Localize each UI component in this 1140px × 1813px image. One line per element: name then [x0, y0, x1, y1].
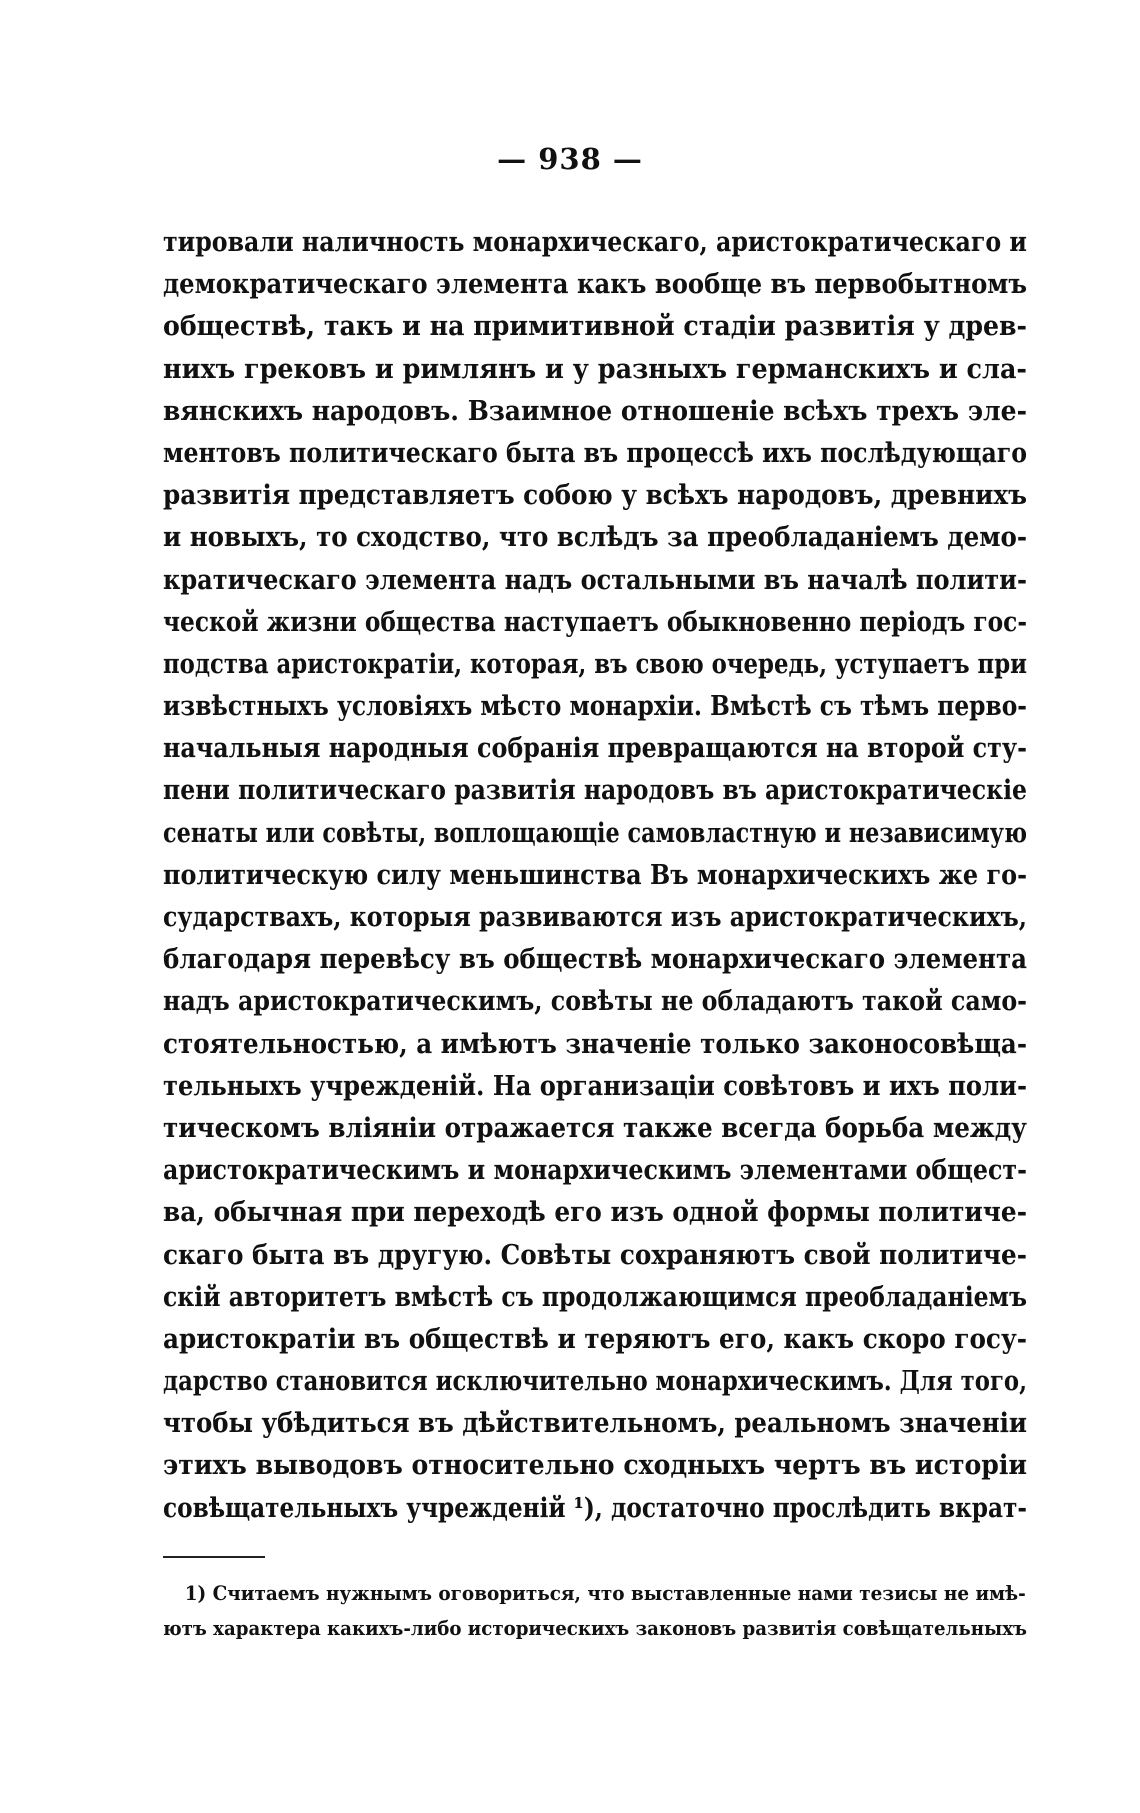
text-line: чтобы убѣдиться въ дѣйствительномъ, реальномъ значенiи	[163, 1408, 1028, 1440]
text-line: аристократiи въ обществѣ и теряютъ его, какъ скоро госу-	[163, 1323, 1028, 1355]
page-number: — 938 —	[497, 142, 643, 176]
text-line: тическомъ влiянiи отражается также всегда борьба между	[163, 1112, 1027, 1144]
text-line: сенаты или совѣты, воплощающiе самовластную и независимую	[163, 817, 1028, 849]
text-line: надъ аристократическимъ, совѣты не обладаютъ такой само-	[163, 986, 1028, 1018]
text-line: политическую силу меньшинства Въ монархическихъ же го-	[163, 859, 1028, 891]
text-line: скiй авторитетъ вмѣстѣ съ продолжающимся преобладанiемъ	[163, 1281, 1027, 1313]
text-line: ментовъ политическаго быта въ процессѣ ихъ послѣдующаго	[163, 437, 1028, 469]
text-line: извѣстныхъ условiяхъ мѣсто монархiи. Вмѣстѣ съ тѣмъ перво-	[163, 691, 1027, 723]
text-line: совѣщательныхъ учрежденiй ¹), достаточно прослѣдить вкрат-	[163, 1492, 1028, 1524]
text-line: и новыхъ, то сходство, что вслѣдъ за преобладанiемъ демо-	[163, 522, 1028, 554]
footnote-divider	[163, 1556, 265, 1558]
body-text	[163, 222, 1027, 1530]
text-line: пени политическаго развитiя народовъ въ аристократическiе	[163, 775, 1028, 807]
footnote-line: 1) Считаемъ нужнымъ оговориться, что выставленные нами тезисы не имѣ-	[184, 1582, 1026, 1605]
text-line: дарство становится исключительно монархическимъ. Для того,	[163, 1366, 1028, 1398]
text-line: вянскихъ народовъ. Взаимное отношенiе всѣхъ трехъ эле-	[163, 395, 1027, 427]
text-line: развитiя представляетъ собою у всѣхъ народовъ, древнихъ	[163, 480, 1027, 512]
text-line: ческой жизни общества наступаетъ обыкновенно перiодъ гос-	[163, 606, 1028, 638]
footnote-line: ютъ характера какихъ-либо историческихъ законовъ развитiя совѣщательныхъ	[163, 1617, 1028, 1640]
text-line: обществѣ, такъ и на примитивной стадiи развитiя у древ-	[163, 311, 1028, 343]
footnotes	[163, 1576, 1027, 1646]
text-line: тировали наличность монархическаго, аристократическаго и	[163, 227, 1027, 258]
text-line: благодаря перевѣсу въ обществѣ монархическаго элемента	[163, 944, 1027, 976]
text-line: стоятельностью, а имѣютъ значенiе только законосовѣща-	[163, 1028, 1028, 1060]
text-line: ва, обычная при переходѣ его изъ одной формы политиче-	[163, 1197, 1027, 1229]
text-line: нихъ грековъ и римлянъ и у разныхъ германскихъ и сла-	[163, 353, 1027, 385]
text-line: этихъ выводовъ относительно сходныхъ чертъ въ исторiи	[163, 1450, 1028, 1482]
text-line: демократическаго элемента какъ вообще въ первобытномъ	[163, 269, 1028, 301]
text-line: кратическаго элемента надъ остальными въ началѣ полити-	[163, 564, 1027, 596]
text-line: начальныя народныя собранiя превращаются на второй сту-	[163, 733, 1027, 765]
text-line: подства аристократiи, которая, въ свою очередь, уступаетъ при	[163, 648, 1028, 680]
text-line: скаго быта въ другую. Совѣты сохраняютъ свой политиче-	[163, 1239, 1028, 1271]
text-line: аристократическимъ и монархическимъ элементами общест-	[163, 1155, 1027, 1187]
text-line: тельныхъ учрежденiй. На организацiи совѣтовъ и ихъ поли-	[163, 1070, 1027, 1102]
text-line: сударствахъ, которыя развиваются изъ аристократическихъ,	[163, 902, 1028, 933]
